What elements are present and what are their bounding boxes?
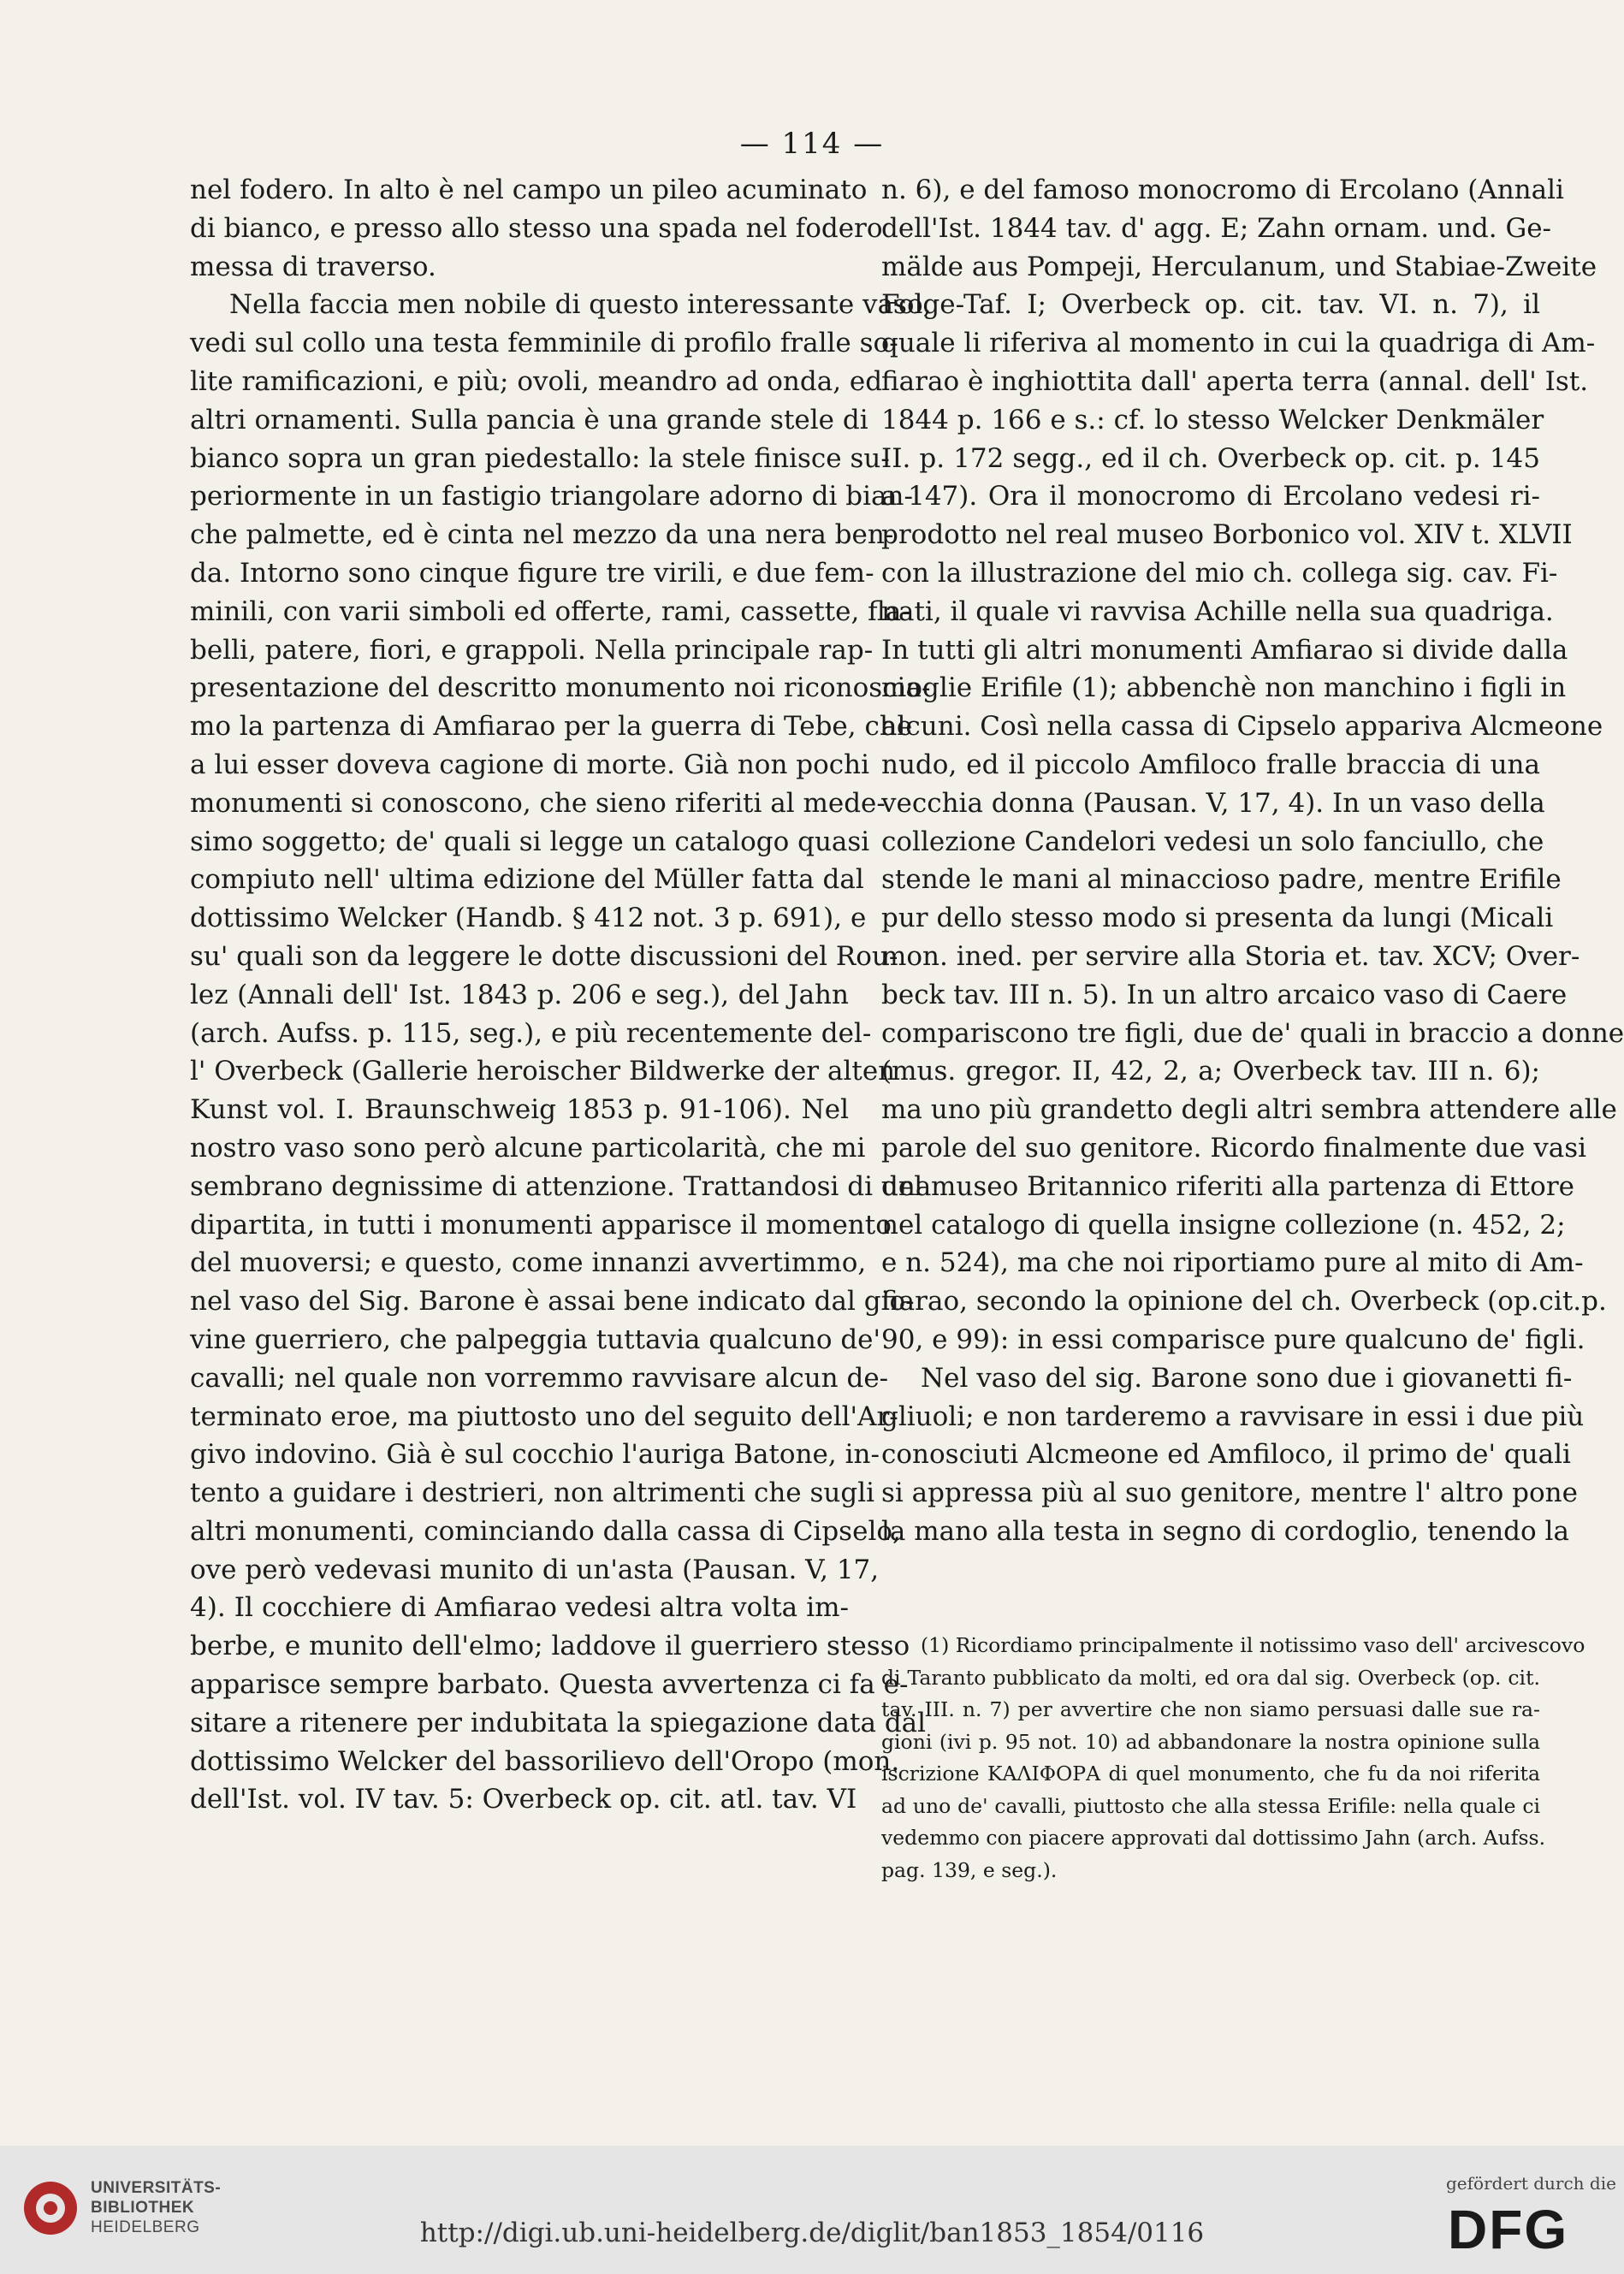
text-line: sembrano degnissime di attenzione. Trattandosi di una [190, 1170, 932, 1202]
text-line: sitare a ritenere per indubitata la spiegazione data dal [190, 1707, 927, 1738]
text-line: mon. ined. per servire alla Storia et. tav. XCV; Over- [881, 940, 1580, 972]
text-line: e n. 524), ma che noi riportiamo pure al mito di Am- [881, 1247, 1584, 1279]
text-line: dell'Ist. 1844 tav. d' agg. E; Zahn ornam. und. Ge- [881, 212, 1552, 244]
text-line: bianco sopra un gran piedestallo: la stele finisce su- [190, 442, 890, 474]
text-line: dell'Ist. vol. IV tav. 5: Overbeck op. cit. atl. tav. VI [190, 1784, 857, 1815]
text-line: la mano alla testa in segno di cordoglio, tenendo la [881, 1515, 1569, 1547]
text-line: si appressa più al suo genitore, mentre l' altro pone [881, 1478, 1578, 1509]
text-line: nudo, ed il piccolo Amfiloco fralle braccia di una [881, 749, 1540, 780]
text-line: periormente in un fastigio triangolare adorno di bian- [190, 481, 913, 512]
text-line: nel fodero. In alto è nel campo un pileo acuminato [190, 175, 868, 205]
text-line: terminato eroe, ma piuttosto uno del seguito dell'Ar- [190, 1401, 898, 1432]
left-column [190, 171, 932, 1819]
text-line: vecchia donna (Pausan. V, 17, 4). In un vaso della [881, 787, 1545, 819]
text-line: belli, patere, fiori, e grappoli. Nella principale rap- [190, 634, 874, 666]
text-line: compiuto nell' ultima edizione del Müller fatta dal [190, 864, 864, 896]
text-line: lez (Annali dell' Ist. 1843 p. 206 e seg.), del Jahn [190, 979, 849, 1010]
text-line: fiarao è inghiottita dall' aperta terra (annal. dell' Ist. [881, 365, 1589, 397]
text-line: lite ramificazioni, e più; ovoli, meandro ad onda, ed [190, 365, 883, 397]
logo-text-line: UNIVERSITÄTS- [91, 2179, 222, 2197]
text-line: dottissimo Welcker del bassorilievo dell'Oropo (mon. [190, 1745, 900, 1777]
text-line: II. p. 172 segg., ed il ch. Overbeck op. cit. p. 145 [881, 442, 1540, 474]
permalink-url[interactable]: http://digi.ub.uni-heidelberg.de/diglit/ban1853_1854/0116 [419, 2218, 1205, 2248]
text-line: con la illustrazione del mio ch. collega sig. cav. Fi- [881, 557, 1558, 589]
text-line: 1844 p. 166 e s.: cf. lo stesso Welcker Denkmäler [881, 404, 1544, 435]
text-line: ma uno più grandetto degli altri sembra attendere alle [881, 1094, 1617, 1126]
dfg-logo-text: DFG [1448, 2199, 1569, 2260]
text-line: l' Overbeck (Gallerie heroischer Bildwerke der alten [190, 1056, 896, 1087]
text-line: 90, e 99): in essi comparisce pure qualcuno de' figli. [881, 1324, 1585, 1355]
text-line: vedi sul collo una testa femminile di profilo fralle so- [190, 328, 898, 359]
text-line: cavalli; nel quale non vorremmo ravvisare alcun de- [190, 1362, 889, 1394]
text-line: monumenti si conoscono, che sieno riferiti al mede- [190, 787, 886, 819]
text-line: di bianco, e presso allo stesso una spada nel fodero [190, 212, 883, 244]
text-line: altri monumenti, cominciando dalla cassa di Cipselo, [190, 1515, 901, 1547]
page-number: — 114 — [739, 127, 885, 161]
text-line: vedemmo con piacere approvati dal dottissimo Jahn (arch. Aufss. [881, 1826, 1546, 1850]
text-line: parole del suo genitore. Ricordo finalmente due vasi [881, 1132, 1587, 1164]
text-line: fiarao, secondo la opinione del ch. Overbeck (op.cit.p. [881, 1286, 1607, 1318]
text-line: simo soggetto; de' quali si legge un catalogo quasi [190, 826, 870, 857]
text-line: nel catalogo di quella insigne collezione (n. 452, 2; [881, 1209, 1566, 1241]
text-line: apparisce sempre barbato. Questa avvertenza ci fa e- [190, 1669, 909, 1701]
text-line: mo la partenza di Amfiarao per la guerra di Tebe, che [190, 711, 913, 743]
text-line: minili, con varii simboli ed offerte, rami, cassette, fla- [190, 595, 910, 627]
text-line: del muoversi; e questo, come innanzi avvertimmo, [190, 1247, 867, 1279]
text-line: stende le mani al minaccioso padre, mentre Erifile [881, 864, 1562, 896]
text-line: berbe, e munito dell'elmo; laddove il guerriero stesso [190, 1631, 910, 1662]
text-line: Kunst vol. I. Braunschweig 1853 p. 91-106). Nel [190, 1094, 849, 1126]
text-line: che palmette, ed è cinta nel mezzo da una nera ben- [190, 519, 894, 551]
text-line: iscrizione ΚΑΛΙΦΟΡΑ di quel monumento, che fu da noi riferita [881, 1762, 1540, 1785]
text-line: nostro vaso sono però alcune particolarità, che mi [190, 1132, 866, 1164]
text-line: altri ornamenti. Sulla pancia è una grande stele di [190, 404, 868, 435]
text-line: su' quali son da leggere le dotte discussioni del Rou- [190, 940, 898, 972]
right-column [881, 171, 1624, 1551]
text-line: givo indovino. Già è sul cocchio l'auriga Batone, in- [190, 1439, 880, 1471]
text-line: a 147). Ora il monocromo di Ercolano vedesi ri- [881, 481, 1540, 512]
text-line: a lui esser doveva cagione di morte. Già non pochi [190, 749, 870, 780]
text-line: alcuni. Così nella cassa di Cipselo appariva Alcmeone [881, 711, 1603, 743]
text-line: beck tav. III n. 5). In un altro arcaico vaso di Caere [881, 979, 1568, 1010]
text-line: dottissimo Welcker (Handb. § 412 not. 3 p. 691), e [190, 903, 867, 934]
text-line: ad uno de' cavalli, piuttosto che alla stessa Erifile: nella quale ci [881, 1793, 1540, 1818]
dfg-logo[interactable] [1446, 2199, 1600, 2260]
text-line: moglie Erifile (1); abbenchè non manchino i figli in [881, 672, 1567, 704]
text-line: Nella faccia men nobile di questo interessante vaso, [229, 289, 932, 321]
footnote [881, 1630, 1585, 1886]
text-line: conosciuti Alcmeone ed Amfiloco, il primo de' quali [881, 1439, 1571, 1471]
viewer-footer [0, 2146, 1624, 2274]
text-line: da. Intorno sono cinque figure tre virili, e due fem- [190, 557, 874, 589]
text-line: 4). Il cocchiere di Amfiarao vedesi altra volta im- [190, 1592, 849, 1624]
text-line: prodotto nel real museo Borbonico vol. XIV t. XLVII [881, 519, 1573, 551]
text-line: mälde aus Pompeji, Herculanum, und Stabiae-Zweite [881, 251, 1597, 282]
text-line: (1) Ricordiamo principalmente il notissimo vaso dell' arcivescovo [921, 1633, 1585, 1657]
text-line: n. 6), e del famoso monocromo di Ercolano (Annali [881, 175, 1564, 205]
logo-text-line: HEIDELBERG [91, 2218, 200, 2236]
text-line: pur dello stesso modo si presenta da lungi (Micali [881, 903, 1554, 934]
text-line: gioni (ivi p. 95 not. 10) ad abbandonare la nostra opinione sulla [881, 1729, 1540, 1754]
text-line: dipartita, in tutti i monumenti apparisce il momento [190, 1209, 892, 1241]
text-line: In tutti gli altri monumenti Amfiarao si divide dalla [881, 634, 1568, 666]
logo-text-line: BIBLIOTHEK [91, 2199, 195, 2217]
text-line: nati, il quale vi ravvisa Achille nella sua quadriga. [881, 595, 1554, 627]
text-line: del museo Britannico riferiti alla partenza di Ettore [881, 1170, 1574, 1202]
text-line: messa di traverso. [190, 251, 436, 282]
text-line: vine guerriero, che palpeggia tuttavia qualcuno de' [190, 1324, 881, 1355]
text-line: nel vaso del Sig. Barone è assai bene indicato dal gio- [190, 1286, 915, 1318]
text-line: compariscono tre figli, due de' quali in braccio a donne [881, 1017, 1624, 1049]
text-line: Nel vaso del sig. Barone sono due i giovanetti fi- [921, 1362, 1573, 1394]
text-line: Folge-Taf. I; Overbeck op. cit. tav. VI. n. 7), il [881, 289, 1540, 321]
text-line: tav. III. n. 7) per avvertire che non siamo persuasi dalle sue ra- [881, 1697, 1540, 1721]
text-line: presentazione del descritto monumento noi riconoscia- [190, 672, 931, 704]
text-line: ove però vedevasi munito di un'asta (Pausan. V, 17, [190, 1554, 880, 1585]
text-line: gliuoli; e non tarderemo a ravvisare in essi i due più [881, 1401, 1585, 1432]
text-line: quale li riferiva al momento in cui la quadriga di Am- [881, 328, 1596, 359]
funding-note: gefördert durch die [1446, 2173, 1616, 2194]
text-line: (mus. gregor. II, 42, 2, a; Overbeck tav. III n. 6); [881, 1056, 1540, 1087]
text-line: pag. 139, e seg.). [881, 1857, 1058, 1882]
text-line: (arch. Aufss. p. 115, seg.), e più recentemente del- [190, 1017, 872, 1049]
text-line: di Taranto pubblicato da molti, ed ora dal sig. Overbeck (op. cit. [881, 1665, 1540, 1690]
text-line: tento a guidare i destrieri, non altrimenti che sugli [190, 1478, 875, 1509]
text-line: collezione Candelori vedesi un solo fanciullo, che [881, 826, 1544, 857]
